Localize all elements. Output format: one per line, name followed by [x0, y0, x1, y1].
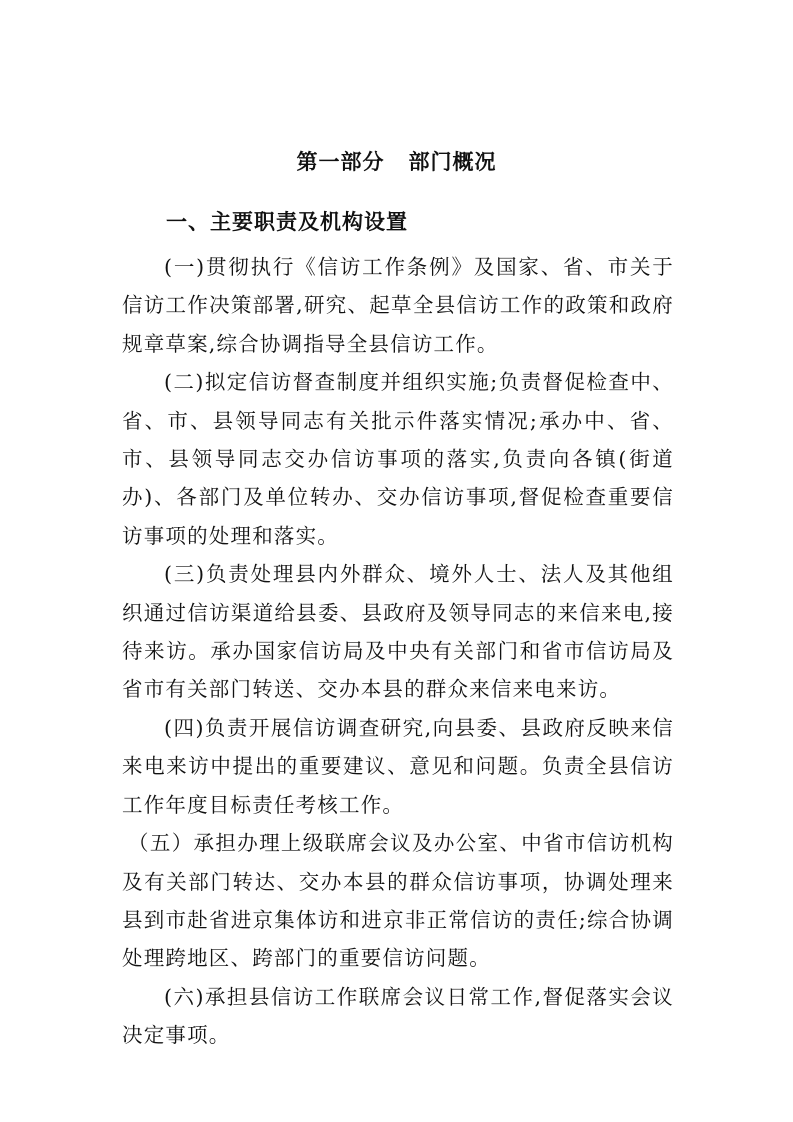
paragraph-4: (四)负责开展信访调查研究,向县委、县政府反映来信来电来访中提出的重要建议、意见和问题。负责全县信访工作年度目标责任考核工作。 — [122, 715, 674, 817]
body-text — [122, 248, 674, 1055]
paragraph-2: (二)拟定信访督查制度并组织实施;负责督促检查中、省、市、县领导同志有关批示件落实情况;承办中、省、市、县领导同志交办信访事项的落实,负责向各镇(街道办)、各部门及单位转办、交办信访事项,督促检查重要信访事项的处理和落实。 — [122, 370, 674, 548]
paragraph-3: (三)负责处理县内外群众、境外人士、法人及其他组织通过信访渠道给县委、县政府及领导同志的来信来电,接待来访。承办国家信访局及中央有关部门和省市信访局及省市有关部门转送、交办本县的群众来信来电来访。 — [122, 562, 674, 702]
paragraph-1: (一)贯彻执行《信访工作条例》及国家、省、市关于信访工作决策部署,研究、起草全县信访工作的政策和政府规章草案,综合协调指导全县信访工作。 — [122, 255, 674, 356]
paragraph-5: （五）承担办理上级联席会议及办公室、中省市信访机构及有关部门转达、交办本县的群众信访事项，协调处理来县到市赴省进京集体访和进京非正常信访的责任;综合协调处理跨地区、跨部门的重要信访问题。 — [122, 831, 674, 971]
paragraph-6: (六)承担县信访工作联席会议日常工作,督促落实会议决定事项。 — [122, 984, 674, 1048]
part-title — [0, 146, 793, 176]
part-title-number: 第一部分 — [296, 150, 385, 174]
section-heading: 一、主要职责及机构设置 — [166, 210, 408, 234]
part-title-name: 部门概况 — [408, 150, 497, 174]
